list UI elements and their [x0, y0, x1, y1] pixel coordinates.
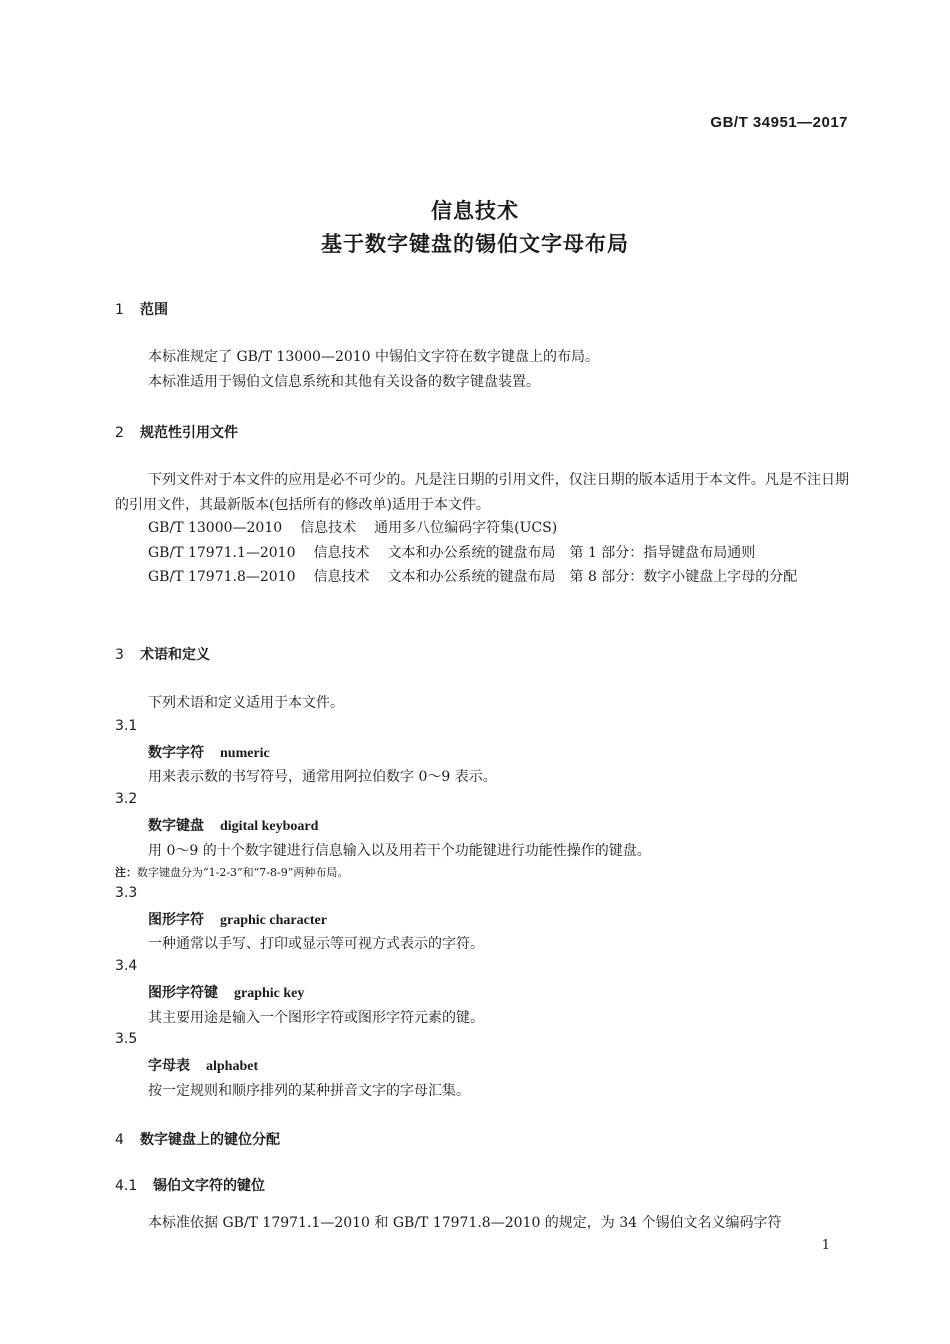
note-label: 注：	[115, 866, 137, 879]
section-4-heading	[115, 1129, 280, 1149]
scope-paragraph-2: 本标准适用于锡伯文信息系统和其他有关设备的数字键盘装置。	[148, 374, 540, 390]
term-definition: 用来表示数的书写符号，通常用阿拉伯数字 0～9 表示。	[148, 769, 497, 785]
term-number: 3.1	[115, 718, 138, 734]
section-number: 4	[115, 1132, 124, 1148]
reference-code: GB/T 13000—2010	[148, 520, 283, 536]
note-text: 数字键盘分为“1-2-3”和“7-8-9”两种布局。	[137, 866, 349, 879]
reference-title: 文本和办公系统的键盘布局 第 1 部分：指导键盘布局通则	[387, 545, 756, 561]
section-number: 1	[115, 302, 124, 318]
section-number: 3	[115, 647, 124, 663]
section-title: 规范性引用文件	[140, 425, 238, 441]
references-intro: 下列文件对于本文件的应用是必不可少的。凡是注日期的引用文件，仅注日期的版本适用于本文件。凡是不注日期的引用文件，其最新版本(包括所有的修改单)适用于本文件。	[115, 472, 849, 513]
reference-field: 信息技术	[313, 545, 370, 561]
standard-code: GB/T 34951—2017	[710, 114, 848, 131]
term-zh: 数字字符	[148, 745, 204, 761]
title-line-2: 基于数字键盘的锡伯文字母布局	[321, 232, 629, 256]
subsection-paragraph: 本标准依据 GB/T 17971.1—2010 和 GB/T 17971.8—2010 的规定，为 34 个锡伯文名义编码字符	[148, 1215, 782, 1231]
term-heading	[148, 742, 270, 762]
term-number: 3.3	[115, 885, 138, 901]
section-title: 术语和定义	[140, 647, 210, 663]
term-heading	[148, 1055, 258, 1075]
term-heading	[148, 982, 304, 1002]
term-en: graphic character	[220, 913, 327, 928]
term-number: 3.4	[115, 958, 138, 974]
terms-intro: 下列术语和定义适用于本文件。	[148, 695, 344, 711]
reference-title: 通用多八位编码字符集(UCS)	[374, 520, 558, 536]
reference-code: GB/T 17971.1—2010	[148, 545, 296, 561]
term-en: numeric	[220, 746, 270, 761]
section-1-heading	[115, 299, 168, 319]
reference-field: 信息技术	[313, 569, 370, 585]
section-number: 2	[115, 425, 124, 441]
title-line-1: 信息技术	[431, 199, 519, 223]
term-note	[115, 864, 348, 880]
subsection-title: 锡伯文字符的键位	[153, 1178, 265, 1194]
term-definition: 一种通常以手写、打印或显示等可视方式表示的字符。	[148, 936, 484, 952]
section-3-heading	[115, 644, 210, 664]
term-heading	[148, 815, 318, 835]
term-en: graphic key	[234, 986, 305, 1001]
term-heading	[148, 909, 327, 929]
term-en: alphabet	[206, 1059, 259, 1074]
reference-code: GB/T 17971.8—2010	[148, 569, 296, 585]
term-definition: 按一定规则和顺序排列的某种拼音文字的字母汇集。	[148, 1083, 470, 1099]
term-definition: 其主要用途是输入一个图形字符或图形字符元素的键。	[148, 1010, 484, 1026]
subsection-number: 4.1	[115, 1178, 138, 1194]
scope-paragraph-1: 本标准规定了 GB/T 13000—2010 中锡伯文字符在数字键盘上的布局。	[148, 349, 600, 365]
term-number: 3.5	[115, 1031, 138, 1047]
reference-item	[148, 542, 755, 562]
reference-field: 信息技术	[300, 520, 357, 536]
reference-item	[148, 517, 557, 537]
term-number: 3.2	[115, 791, 138, 807]
term-zh: 字母表	[148, 1058, 190, 1074]
reference-title: 文本和办公系统的键盘布局 第 8 部分：数字小键盘上字母的分配	[387, 569, 798, 585]
term-zh: 数字键盘	[148, 818, 204, 834]
section-2-heading	[115, 422, 238, 442]
section-title: 范围	[140, 302, 168, 318]
subsection-4-1-heading	[115, 1175, 265, 1195]
section-title: 数字键盘上的键位分配	[140, 1132, 280, 1148]
term-definition: 用 0～9 的十个数字键进行信息输入以及用若干个功能键进行功能性操作的键盘。	[148, 843, 651, 859]
term-en: digital keyboard	[220, 819, 319, 834]
page-number: 1	[821, 1238, 830, 1253]
term-zh: 图形字符键	[148, 985, 218, 1001]
reference-item	[115, 565, 849, 590]
term-zh: 图形字符	[148, 912, 204, 928]
